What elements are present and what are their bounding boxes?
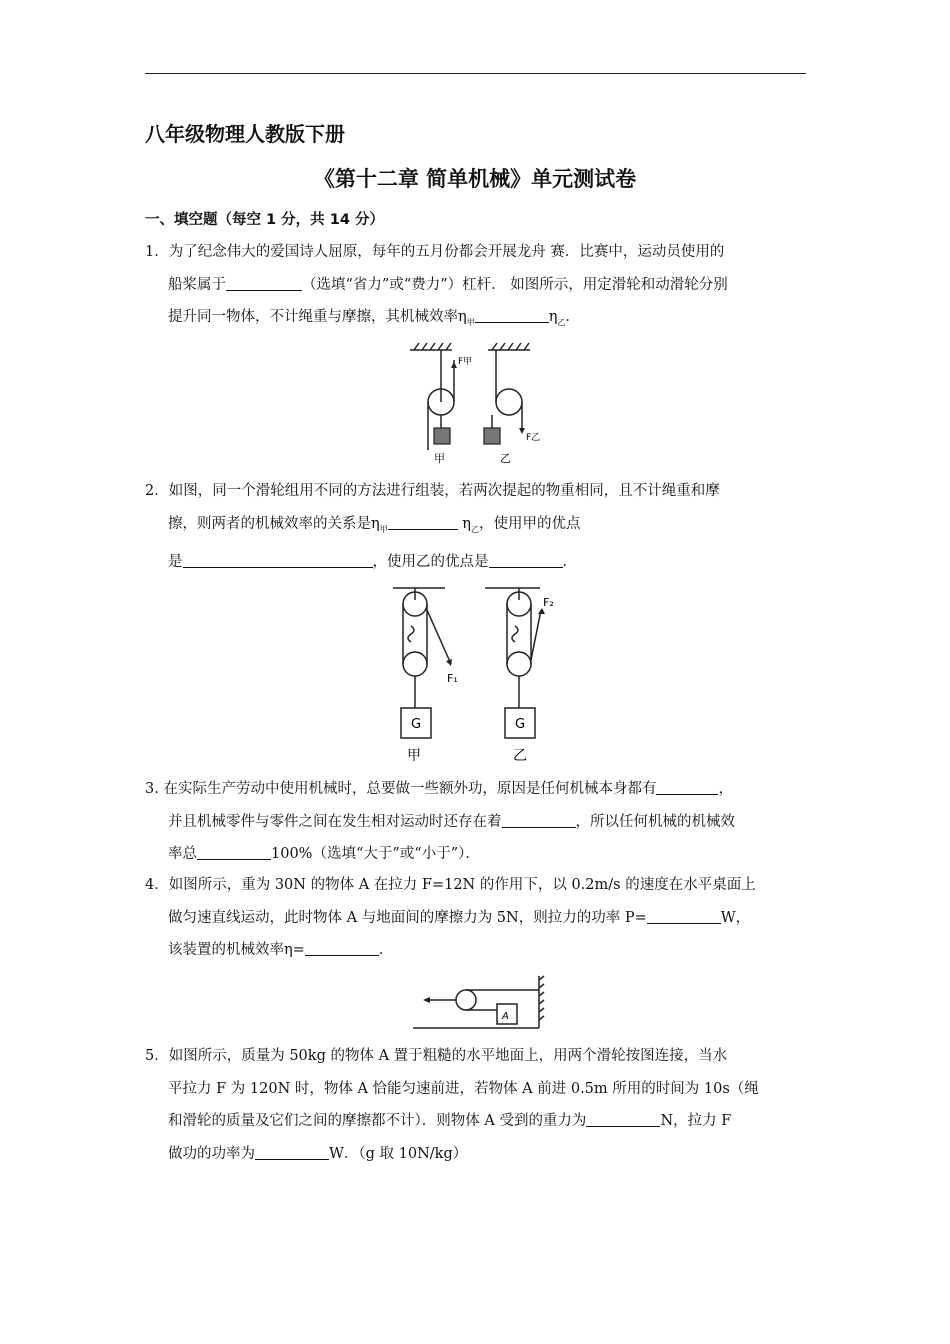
q2-line2: 擦，则两者的机械效率的关系是$\eta_甲$ $\eta_乙$，使用甲的优点 <box>168 515 581 534</box>
q4-block-label: A <box>502 1011 509 1022</box>
q5-line2: 平拉力 F 为 120N 时，物体 A 恰能匀速前进，若物体 A 前进 0.5m 所用的时间为 10s（绳 <box>168 1080 759 1097</box>
q2-label-jia: 甲 <box>407 748 421 764</box>
header-rule <box>145 73 806 74</box>
q5-blank-1[interactable] <box>586 1112 660 1127</box>
q3-line3: 率总 100%（选填“大于”或“小于”）． <box>168 846 480 862</box>
q1-force-right-label: F乙 <box>526 433 541 443</box>
q5-line4: 做功的功率为 W．（g 取 10N/kg） <box>168 1145 468 1162</box>
q1-label-jia: 甲 <box>434 452 445 465</box>
question-3 <box>145 773 810 871</box>
q1-weight-right <box>484 428 500 444</box>
q3-blank-1[interactable] <box>656 780 718 795</box>
question-2 <box>145 475 810 578</box>
q2-line3: 是 ，使用乙的优点是 ． <box>168 553 577 570</box>
q3-line1: 3. 在实际生产劳动中使用机械时，总要做一些额外功，原因是任何机械本身都有 ， <box>145 781 733 797</box>
q4-line2: 做匀速直线运动，此时物体 A 与地面间的摩擦力为 5N，则拉力的功率 P= W， <box>168 909 751 926</box>
page-title: 《第十二章 简单机械》单元测试卷 <box>313 167 637 191</box>
q3-line2: 并且机械零件与零件之间在发生相对运动时还存在着 ，所以任何机械的机械效 <box>168 813 735 830</box>
q2-pulley-figure <box>385 580 565 770</box>
q4-blank-2[interactable] <box>305 941 379 956</box>
section-heading: 一、填空题（每空 1 分，共 14 分） <box>145 212 384 228</box>
q1-weight-left <box>434 428 450 444</box>
q1-line1: 1．为了纪念伟大的爱国诗人屈原，每年的五月份都会开展龙舟 赛．比赛中，运动员使用的 <box>145 244 725 260</box>
q4-pulley-figure <box>405 970 545 1035</box>
q1-pulley-figure <box>400 340 550 468</box>
q1-blank-1[interactable] <box>226 276 302 291</box>
q4-line3: 该装置的机械效率η= ． <box>168 942 394 958</box>
page-subtitle: 八年级物理人教版下册 <box>145 122 345 146</box>
q2-blank-3[interactable] <box>489 553 563 568</box>
question-1 <box>145 236 810 339</box>
question-5 <box>145 1040 810 1170</box>
q2-force-f1-label: F₁ <box>447 672 458 685</box>
q5-line3: 和滑轮的质量及它们之间的摩擦都不计）．则物体 A 受到的重力为 N，拉力 F <box>168 1113 732 1129</box>
question-4 <box>145 869 810 967</box>
q2-label-yi: 乙 <box>513 748 527 764</box>
q2-blank-2[interactable] <box>183 553 373 568</box>
q2-weight-left-label: G <box>411 717 422 732</box>
q1-blank-2[interactable] <box>475 308 549 323</box>
q2-force-f2-label: F₂ <box>543 596 554 609</box>
q1-line3: 提升同一物体，不计绳重与摩擦，其机械效率$\eta_甲$ $\eta_乙$． <box>168 309 580 327</box>
q3-blank-2[interactable] <box>502 813 576 828</box>
q2-line1: 2．如图，同一个滑轮组用不同的方法进行组装，若两次提起的物重相同，且不计绳重和摩 <box>145 483 720 499</box>
q4-line1: 4．如图所示，重为 30N 的物体 A 在拉力 F=12N 的作用下，以 0.2m/s 的速度在水平桌面上 <box>145 877 756 893</box>
q3-blank-3[interactable] <box>197 845 271 860</box>
q2-blank-1[interactable] <box>388 515 458 530</box>
q1-force-left-label: F甲 <box>458 357 473 367</box>
q1-line2: 船桨属于 （选填“省力”或“费力”）杠杆． 如图所示，用定滑轮和动滑轮分别 <box>168 276 728 293</box>
q4-blank-1[interactable] <box>647 909 721 924</box>
q2-weight-right-label: G <box>515 717 526 732</box>
q5-blank-2[interactable] <box>255 1145 329 1160</box>
q1-label-yi: 乙 <box>500 452 511 465</box>
q5-line1: 5．如图所示，质量为 50kg 的物体 A 置于粗糙的水平地面上，用两个滑轮按图连接，当水 <box>145 1048 728 1064</box>
